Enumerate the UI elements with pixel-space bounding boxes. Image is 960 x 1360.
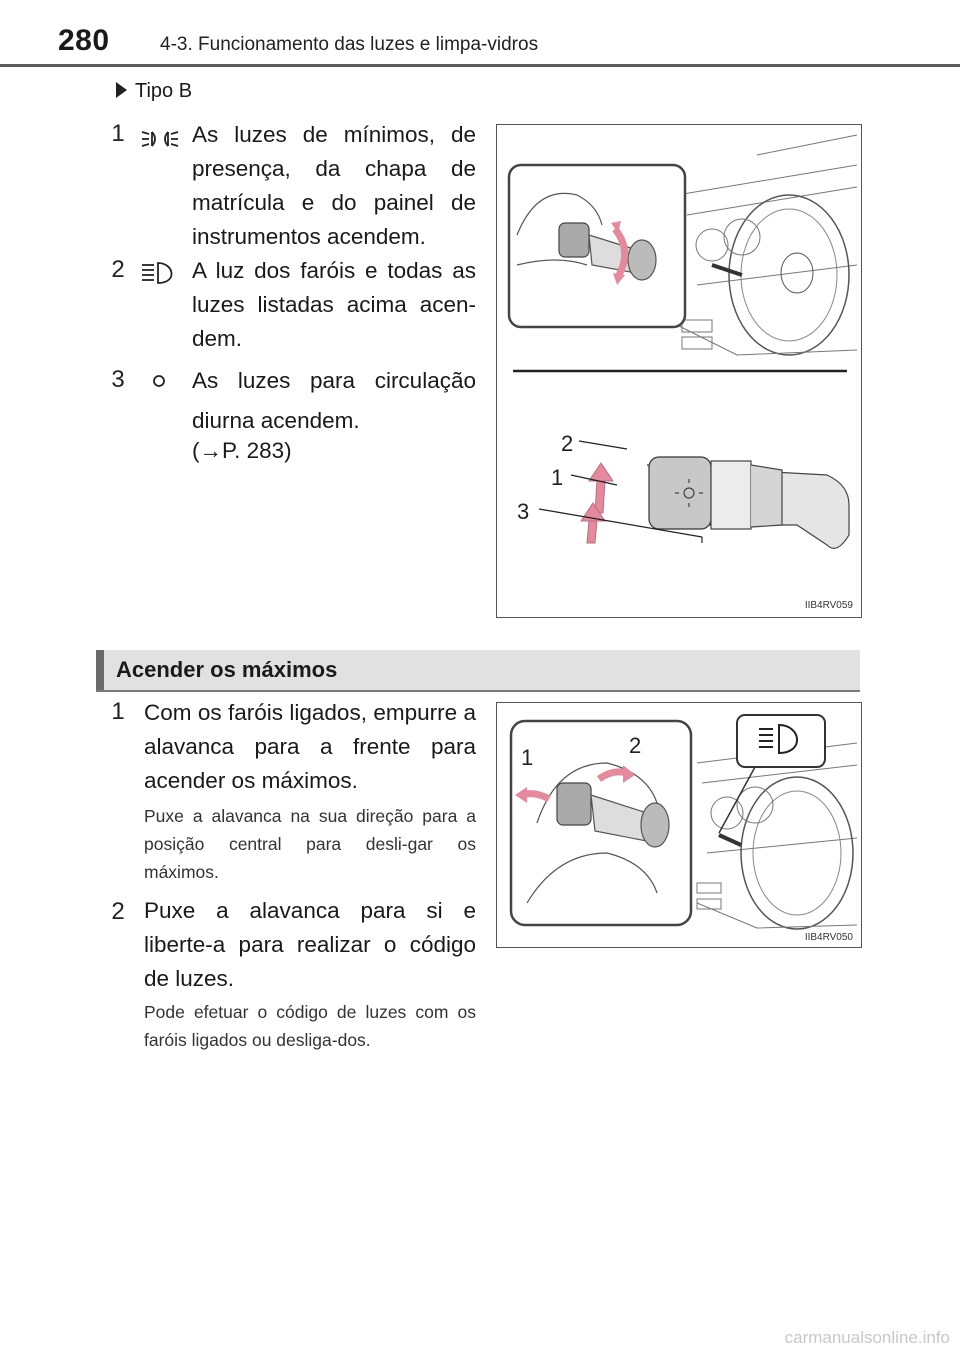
item-2-text: A luz dos faróis e todas as luzes listadas acima acen-dem. <box>192 258 476 351</box>
item-3-text-line2: diurna acendem. <box>192 408 360 433</box>
chapter-title: 4-3. Funcionamento das luzes e limpa-vidros <box>160 34 539 55</box>
figure-2-callout-1: 1 <box>521 745 534 770</box>
item-3-text-line1: As luzes para circulação <box>192 368 476 393</box>
section-accent <box>96 650 104 690</box>
figure-1-code: IIB4RV059 <box>804 600 853 611</box>
triangle-bullet-icon <box>116 82 127 98</box>
light-switch-illustration <box>497 125 861 617</box>
figure-2-callout-2: 2 <box>629 733 642 758</box>
item-number-2: 2 <box>111 256 125 283</box>
section-header <box>96 650 860 692</box>
drl-icon <box>152 374 166 388</box>
tipo-b-heading: Tipo B <box>116 80 192 103</box>
header-rule <box>0 64 960 67</box>
section-item-number-1: 1 <box>111 698 125 725</box>
section-item-2-note: Pode efetuar o código de luzes com os faróis ligados ou desliga-dos. <box>144 1002 476 1050</box>
figure-high-beam <box>496 702 862 948</box>
figure-1-callout-1: 1 <box>551 465 564 490</box>
figure-1-callout-2: 2 <box>561 431 574 456</box>
section-item-2-text: Puxe a alavanca para si e liberte-a para realizar o código de luzes. <box>144 898 476 991</box>
high-beam-illustration <box>497 703 861 947</box>
figure-light-switch-type-b <box>496 124 862 618</box>
section-title: Acender os máximos <box>116 657 338 682</box>
section-item-1-text: Com os faróis ligados, empurre a alavanca para a frente para acender os máximos. <box>144 700 476 793</box>
watermark: carmanualsonline.info <box>784 1328 950 1347</box>
figure-2-code: IIB4RV050 <box>804 932 853 943</box>
side-lights-icon <box>140 128 180 150</box>
item-3-page-reference: (→P. 283) <box>192 438 292 463</box>
section-item-number-2: 2 <box>111 898 125 925</box>
item-number-3: 3 <box>111 366 125 393</box>
item-1-text: As luzes de mínimos, de presença, da chapa de matrícula e do painel de instrumentos acendem. <box>192 122 476 249</box>
item-number-1: 1 <box>111 120 125 147</box>
headlight-icon <box>140 260 180 286</box>
page-number: 280 <box>58 24 110 57</box>
figure-1-callout-3: 3 <box>517 499 530 524</box>
section-item-1-note: Puxe a alavanca na sua direção para a posição central para desli-gar os máximos. <box>144 806 476 882</box>
